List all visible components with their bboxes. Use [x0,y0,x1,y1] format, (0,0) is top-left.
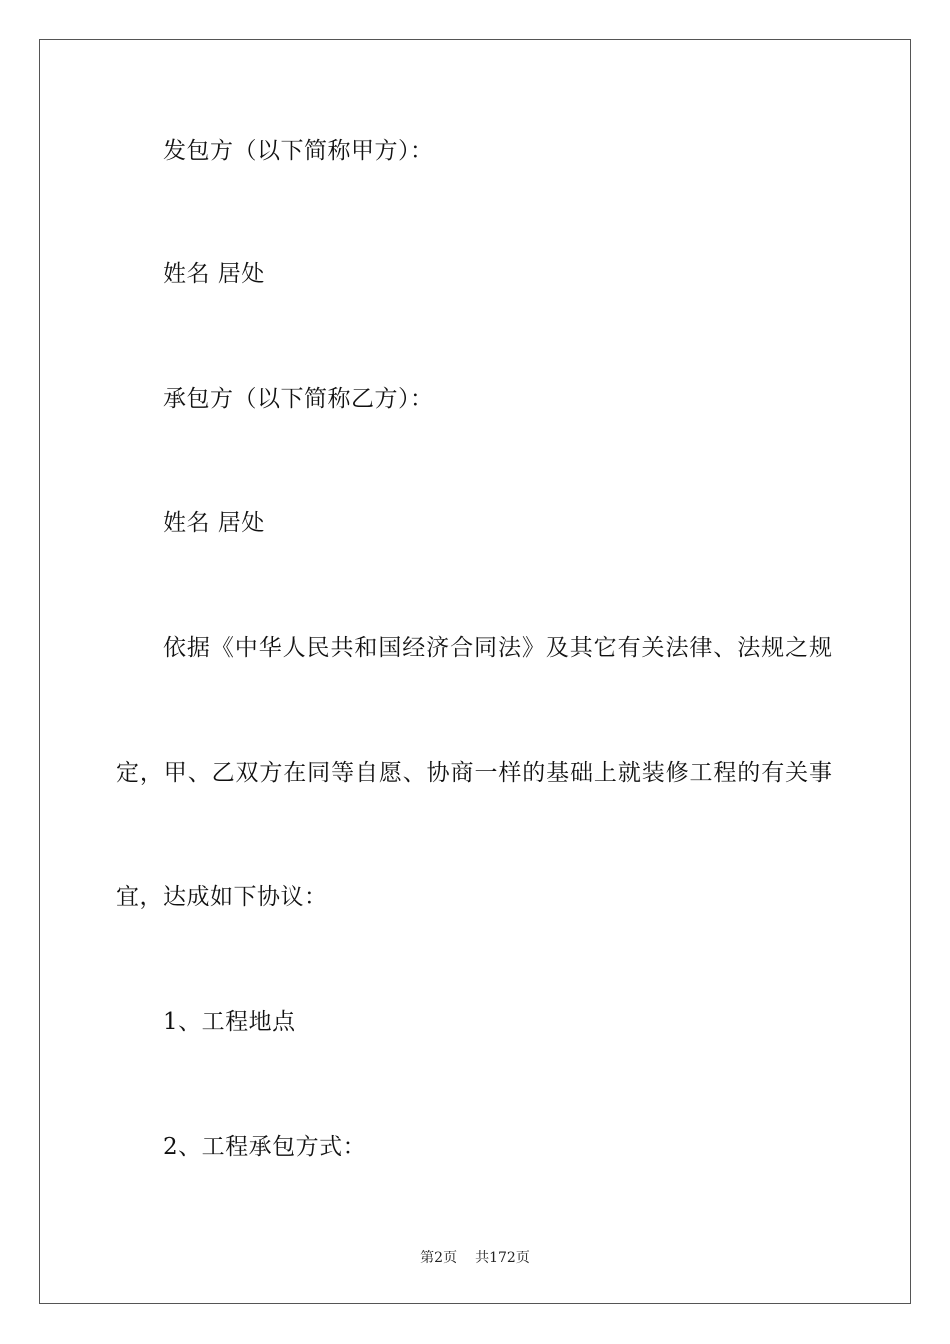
party-a-name-address: 姓名 居处 [163,261,265,287]
total-pages: 共172页 [475,1250,530,1266]
clause-1-project-location: 1、工程地点 [163,1009,296,1035]
page-number: 第2页 [420,1250,458,1266]
clause-2-contract-method: 2、工程承包方式： [163,1134,367,1160]
body-paragraph-line-1: 依据《中华人民共和国经济合同法》及其它有关法律、法规之规 [163,635,832,661]
page-border [39,39,911,1304]
body-paragraph-line-2: 定，甲、乙双方在同等自愿、协商一样的基础上就装修工程的有关事 [116,760,832,786]
party-b-name-address: 姓名 居处 [163,510,265,536]
page-footer [0,1249,950,1267]
body-paragraph-line-3: 宜，达成如下协议： [116,884,328,910]
party-b-heading: 承包方（以下简称乙方）： [163,386,434,412]
party-a-heading: 发包方（以下简称甲方）： [163,138,434,164]
